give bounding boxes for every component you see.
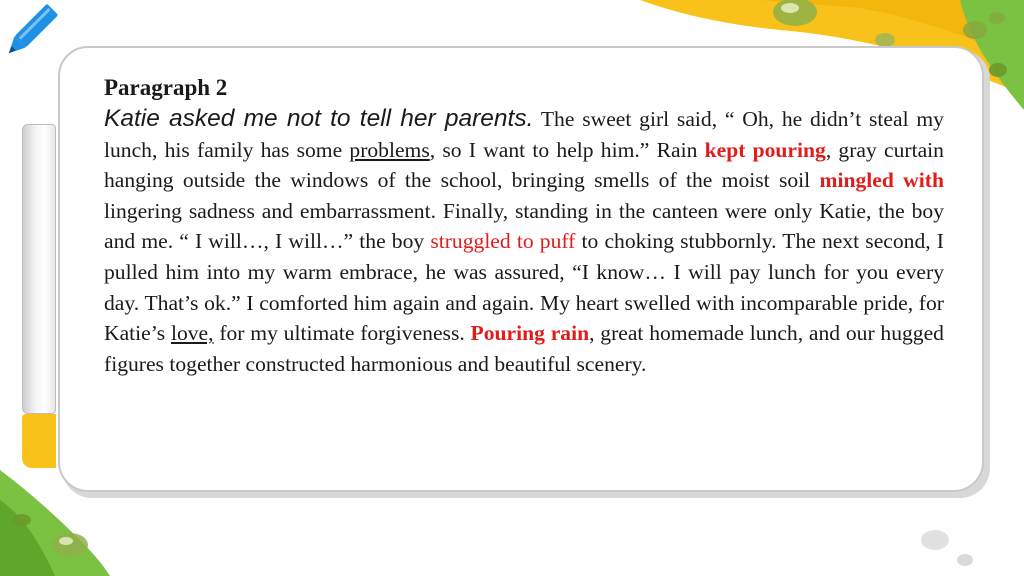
text-segment: , gray curtain hanging outside the windows of the school, bringing smells of the moist soil — [104, 137, 944, 193]
highlight-phrase: Pouring rain — [470, 321, 590, 346]
highlight-phrase: struggled to puff — [430, 229, 576, 254]
scroll-tab — [22, 124, 56, 414]
underlined-word: love, — [170, 321, 214, 346]
underlined-word: problems — [349, 137, 430, 162]
text-segment: lingering sadness and embarrassment. Finally, standing in the canteen were only Katie, the boy and me. “ I will…, I will…” the boy — [104, 198, 944, 254]
highlight-phrase: kept pouring — [704, 137, 826, 162]
highlight-phrase: mingled with — [819, 168, 944, 193]
pencil-icon — [2, 2, 58, 62]
text-segment: for my ultimate forgiveness. — [213, 321, 471, 346]
text-segment: , so I want to help him.” Rain — [429, 137, 705, 162]
text-segment: , great homemade lunch, and our hugged figures together constructed harmonious and beautiful scenery. — [104, 321, 944, 376]
lead-sentence: Katie asked me not to tell her parents. — [104, 105, 534, 132]
text-segment: to choking stubbornly. The next second, I pulled him into my warm embrace, he was assured, “I know… I will pay lunch for you every day. That’s ok.” I comforted him again and again. My heart swelled with incomparable pride, for Katie’s — [104, 229, 944, 346]
paragraph-text — [104, 104, 944, 379]
scroll-yellow-accent — [22, 414, 56, 468]
text-segment: The sweet girl said, “ Oh, he didn’t steal my lunch, his family has some — [104, 107, 944, 162]
paragraph-heading: Paragraph 2 — [104, 75, 228, 100]
paragraph-content — [104, 74, 944, 379]
